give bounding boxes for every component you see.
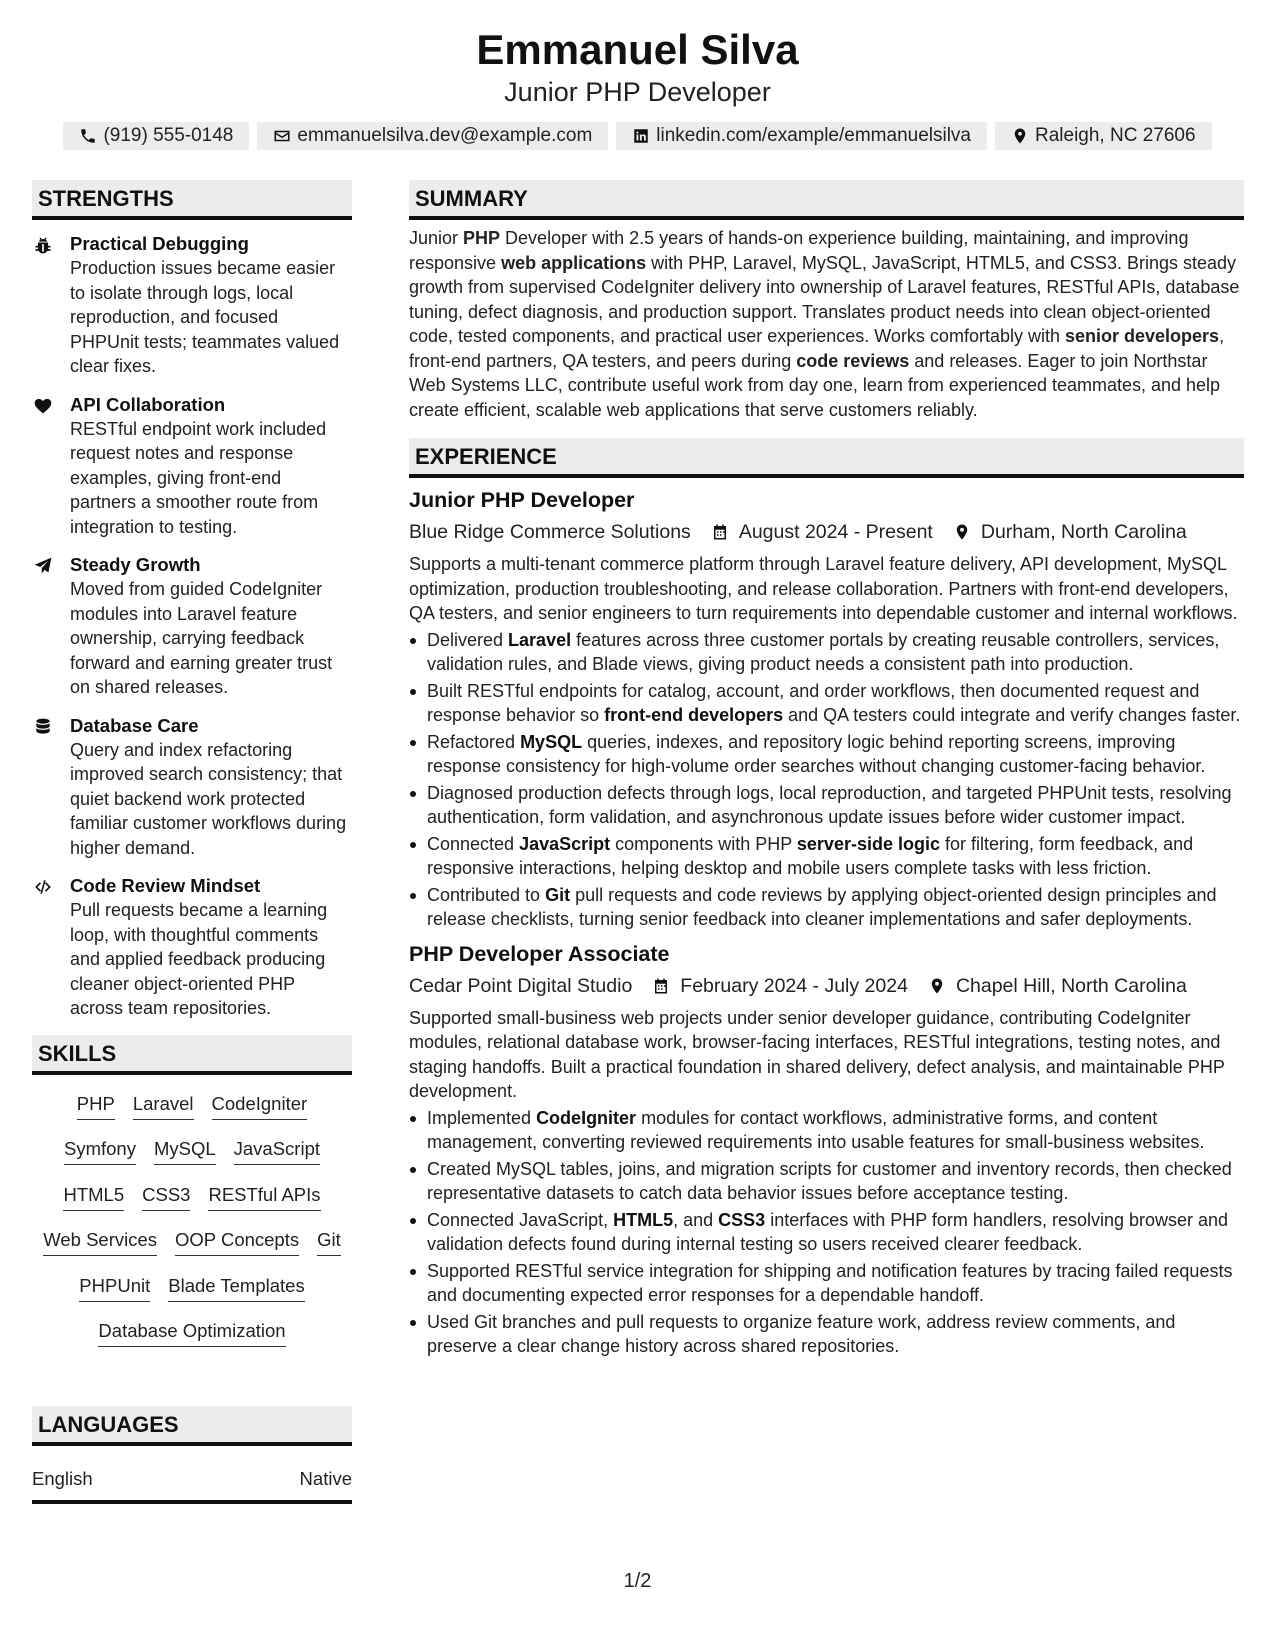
skill-row bbox=[32, 1318, 352, 1364]
skill-tag: Laravel bbox=[133, 1091, 194, 1120]
right-column bbox=[409, 180, 1244, 1365]
envelope-icon bbox=[273, 127, 291, 145]
job-entry bbox=[409, 486, 1244, 932]
strength-item bbox=[32, 714, 352, 861]
job-title: PHP Developer Associate bbox=[409, 941, 670, 966]
resume-header bbox=[0, 0, 1275, 150]
strength-item bbox=[32, 393, 352, 540]
list-item: Used Git branches and pull requests to organize feature work, address review comments, and preserve a clear change history across shared repositories. bbox=[409, 1310, 1244, 1359]
job-location: Chapel Hill, North Carolina bbox=[955, 974, 1187, 997]
skill-tag: CodeIgniter bbox=[212, 1091, 308, 1120]
languages-heading: LANGUAGES bbox=[32, 1406, 352, 1446]
strengths-list bbox=[32, 232, 352, 1021]
job-bullets bbox=[409, 628, 1244, 932]
list-item: Connected JavaScript components with PHP server-side logic for filtering, form feedback, and responsive interactions, helping desktop and mobile users complete tasks with less friction. bbox=[409, 832, 1244, 881]
job-location: Durham, North Carolina bbox=[980, 521, 1187, 543]
skill-row bbox=[32, 1227, 352, 1273]
job-dates: August 2024 - Present bbox=[738, 521, 933, 543]
job-description: Supports a multi-tenant commerce platform through Laravel feature delivery, API development, MySQL optimization, production troubleshooting, and release collaboration. Partners with front-end developers, QA testers, and senior engineers to turn requirements into dependable customer and internal workflows. bbox=[409, 554, 1238, 623]
skill-tag: HTML5 bbox=[63, 1182, 124, 1211]
linkedin-icon bbox=[632, 127, 650, 145]
job-company: Blue Ridge Commerce Solutions bbox=[409, 521, 691, 543]
skill-row bbox=[32, 1136, 352, 1182]
strength-desc: Query and index refactoring improved search consistency; that quiet backend work protected familiar customer workflows during higher demand. bbox=[70, 739, 347, 858]
skill-row bbox=[32, 1273, 352, 1319]
list-item: Built RESTful endpoints for catalog, account, and order workflows, then documented request and response behavior so front-end developers and QA testers could integrate and verify changes faster. bbox=[409, 679, 1244, 728]
map-pin-icon bbox=[1011, 127, 1029, 145]
strength-item bbox=[32, 553, 352, 700]
linkedin-text: linkedin.com/example/emmanuelsilva bbox=[656, 125, 971, 146]
strengths-heading: STRENGTHS bbox=[32, 180, 352, 220]
left-column bbox=[32, 180, 352, 1504]
skill-tag: Web Services bbox=[43, 1227, 157, 1256]
code-icon bbox=[32, 877, 54, 897]
language-item bbox=[32, 1466, 352, 1504]
strength-title: Steady Growth bbox=[70, 554, 201, 575]
strength-item bbox=[32, 232, 352, 379]
skill-tag: CSS3 bbox=[142, 1182, 190, 1211]
strength-title: Database Care bbox=[70, 714, 199, 736]
heart-icon bbox=[32, 396, 54, 416]
contact-bar bbox=[0, 122, 1275, 150]
map-pin-icon bbox=[928, 976, 946, 996]
job-meta bbox=[409, 518, 1244, 546]
strength-desc: Moved from guided CodeIgniter modules into Laravel feature ownership, carrying feedback forward and earning greater trust on shared releases. bbox=[70, 579, 333, 697]
list-item: Refactored MySQL queries, indexes, and repository logic behind reporting screens, improving response consistency for high-volume order searches without changing customer-facing behavior. bbox=[409, 730, 1244, 779]
contact-linkedin[interactable] bbox=[616, 122, 987, 150]
list-item: Diagnosed production defects through logs, local reproduction, and targeted PHPUnit tests, resolving authentication, form validation, and asynchronous update issues before wider customer impact. bbox=[409, 781, 1244, 830]
strength-title: Code Review Mindset bbox=[70, 875, 261, 896]
skill-tag: Blade Templates bbox=[168, 1273, 304, 1302]
contact-phone[interactable] bbox=[63, 122, 249, 150]
experience-heading: EXPERIENCE bbox=[409, 438, 1244, 478]
skill-row bbox=[32, 1091, 352, 1137]
skill-tag: PHPUnit bbox=[79, 1273, 150, 1302]
skills-list bbox=[32, 1091, 352, 1364]
skill-tag: OOP Concepts bbox=[175, 1227, 299, 1256]
skills-heading: SKILLS bbox=[32, 1035, 352, 1075]
list-item: Connected JavaScript, HTML5, and CSS3 interfaces with PHP form handlers, resolving browser and validation defects found during internal testing so users received clearer feedback. bbox=[409, 1208, 1244, 1257]
job-title: Junior PHP Developer bbox=[409, 488, 635, 512]
strength-title: API Collaboration bbox=[70, 393, 226, 415]
skill-tag: Database Optimization bbox=[98, 1318, 285, 1347]
phone-text: (919) 555-0148 bbox=[103, 125, 234, 146]
job-entry bbox=[409, 940, 1244, 1359]
strength-item bbox=[32, 874, 352, 1021]
language-level: Native bbox=[299, 1467, 352, 1489]
list-item: Contributed to Git pull requests and code reviews by applying object-oriented design principles and release checklists, turning senior feedback into cleaner implementations and safer deployments. bbox=[409, 883, 1244, 932]
contact-email[interactable] bbox=[257, 122, 608, 150]
strength-desc: Production issues became easier to isolate through logs, local reproduction, and focused PHPUnit tests; teammates valued clear fixes. bbox=[70, 258, 340, 376]
list-item: Supported RESTful service integration for shipping and notification features by tracing failed requests and documenting expected error responses for a dependable handoff. bbox=[409, 1259, 1244, 1308]
skill-row bbox=[32, 1182, 352, 1228]
skill-tag: Symfony bbox=[64, 1136, 136, 1165]
skill-tag: JavaScript bbox=[234, 1136, 320, 1165]
contact-location bbox=[995, 122, 1212, 150]
skill-tag: PHP bbox=[77, 1091, 115, 1120]
list-item: Created MySQL tables, joins, and migration scripts for customer and inventory records, then checked representative datasets to catch data behavior issues before acceptance testing. bbox=[409, 1157, 1244, 1206]
skill-tag: MySQL bbox=[154, 1136, 216, 1165]
strength-desc: RESTful endpoint work included request notes and response examples, giving front-end partners a smoother route from integration to testing. bbox=[70, 418, 327, 537]
job-company: Cedar Point Digital Studio bbox=[409, 974, 633, 997]
calendar-icon bbox=[652, 976, 670, 996]
calendar-icon bbox=[711, 522, 729, 542]
map-pin-icon bbox=[953, 522, 971, 542]
database-icon bbox=[32, 717, 54, 737]
paper-plane-icon bbox=[32, 556, 54, 576]
job-bullets bbox=[409, 1106, 1244, 1359]
candidate-name: Emmanuel Silva bbox=[476, 26, 799, 73]
job-meta bbox=[409, 972, 1244, 1000]
page-number: 1/2 bbox=[623, 1570, 652, 1592]
language-name: English bbox=[32, 1467, 93, 1489]
email-text: emmanuelsilva.dev@example.com bbox=[297, 125, 593, 146]
job-description: Supported small-business web projects under senior developer guidance, contributing CodeIgniter modules, relational database work, browser-facing interfaces, RESTful integrations, testing notes, and staging handoffs. Built a practical foundation in shared delivery, defect analysis, and maintainable PHP development. bbox=[409, 1007, 1225, 1101]
list-item: Implemented CodeIgniter modules for contact workflows, administrative forms, and content management, converting reviewed requirements into usable features for small-business websites. bbox=[409, 1106, 1244, 1155]
phone-icon bbox=[79, 127, 97, 145]
candidate-role: Junior PHP Developer bbox=[504, 77, 771, 107]
job-dates: February 2024 - July 2024 bbox=[680, 974, 908, 997]
strength-desc: Pull requests became a learning loop, with thoughtful comments and applied feedback producing cleaner object-oriented PHP across team repositories. bbox=[70, 900, 328, 1018]
location-text: Raleigh, NC 27606 bbox=[1035, 125, 1196, 146]
skill-tag: Git bbox=[317, 1227, 341, 1256]
list-item: Delivered Laravel features across three customer portals by creating reusable controllers, services, validation rules, and Blade views, giving product needs a consistent path into production. bbox=[409, 628, 1244, 677]
summary-text: Junior PHP Developer with 2.5 years of hands-on experience building, maintaining, and improving responsive web applications with PHP, Laravel, MySQL, JavaScript, HTML5, and CSS3. Brings steady growth from supervised CodeIgniter delivery into ownership of Laravel features, RESTful APIs, database tuning, defect diagnosis, and production support. Translates product needs into clean object-oriented code, tested components, and practical user experiences. Works comfortably with senior developers, front-end partners, QA testers, and peers during code reviews and releases. Eager to join Northstar Web Systems LLC, contribute useful work from day one, learn from experienced teammates, and help create efficient, scalable web applications that serve customers reliably. bbox=[409, 228, 1240, 420]
strength-title: Practical Debugging bbox=[70, 233, 249, 254]
summary-heading: SUMMARY bbox=[409, 180, 1244, 220]
skill-tag: RESTful APIs bbox=[208, 1182, 320, 1211]
bug-icon bbox=[32, 235, 54, 255]
